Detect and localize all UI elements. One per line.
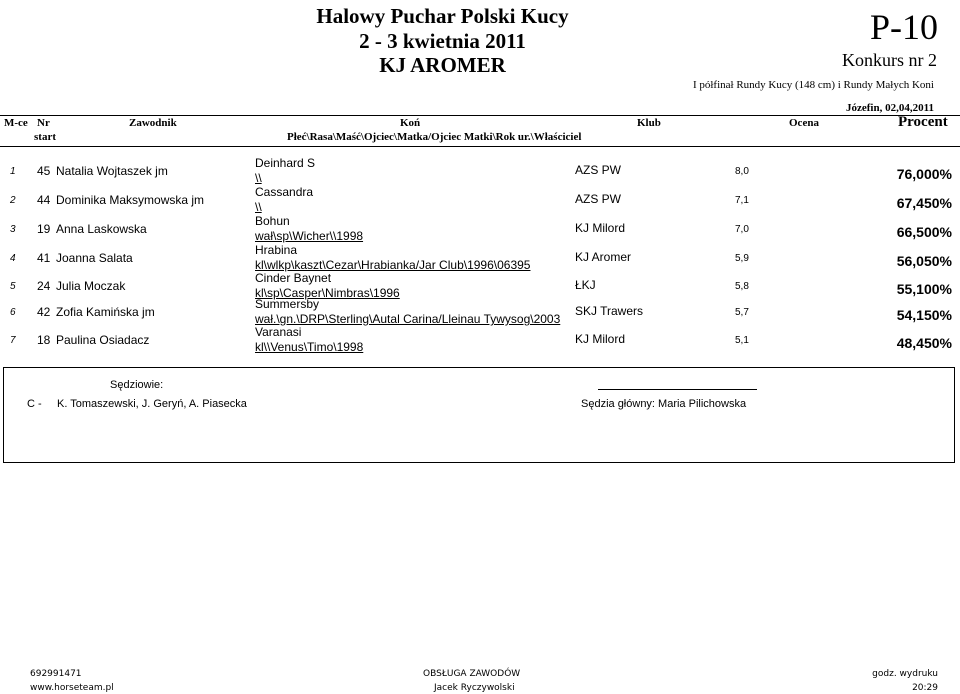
place: 1 <box>10 166 16 177</box>
place: 7 <box>10 335 16 346</box>
footer-phone: 692991471 <box>30 669 82 679</box>
place-date: Józefin, 02,04,2011 <box>846 102 934 114</box>
col-score: Ocena <box>789 117 819 129</box>
start-number: 19 <box>37 222 51 236</box>
col-nr: Nr <box>37 117 50 129</box>
judge-position-c: C - <box>27 398 42 410</box>
horse-details: kl\wlkp\kaszt\Cezar\Hrabianka/Jar Club\1996\06395 <box>255 258 531 272</box>
col-horse-details: Płeć\Rasa\Maść\Ojciec\Matka/Ojciec Matki\Rok ur.\Właściciel <box>287 131 582 143</box>
percent: 48,450% <box>896 335 952 351</box>
place: 4 <box>10 253 16 264</box>
place: 2 <box>10 195 16 206</box>
judges-names: K. Tomaszewski, J. Geryń, A. Piasecka <box>57 398 247 410</box>
table-row <box>0 185 960 214</box>
start-number: 41 <box>37 251 51 265</box>
percent: 67,450% <box>896 195 952 211</box>
percent: 55,100% <box>896 281 952 297</box>
start-number: 44 <box>37 193 51 207</box>
competition-number: Konkurs nr 2 <box>842 50 937 70</box>
rider-name: Joanna Salata <box>56 251 133 265</box>
percent: 66,500% <box>896 224 952 240</box>
horse-details: kl\\Venus\Timo\1998 <box>255 340 364 354</box>
rider-name: Anna Laskowska <box>56 222 147 236</box>
club-name: SKJ Trawers <box>575 304 644 318</box>
event-title: Halowy Puchar Polski Kucy <box>316 4 569 28</box>
footer-service-name: Jacek Ryczywolski <box>434 683 515 693</box>
club-name: KJ Milord <box>575 221 626 235</box>
table-row <box>0 271 960 300</box>
score: 7,0 <box>735 224 749 235</box>
score: 5,7 <box>735 307 749 318</box>
horse-name: Hrabina <box>255 243 298 257</box>
col-club: Klub <box>637 117 661 129</box>
table-row <box>0 243 960 272</box>
club-name: KJ Milord <box>575 332 626 346</box>
table-row <box>0 297 960 326</box>
club-name: AZS PW <box>575 192 622 206</box>
col-rider: Zawodnik <box>129 117 177 129</box>
rider-name: Paulina Osiadacz <box>56 333 150 347</box>
rider-name: Zofia Kamińska jm <box>56 305 155 319</box>
horse-details: wał.\gn.\DRP\Sterling\Autal Carina/Lleinau Tywysog\2003 <box>255 312 561 326</box>
footer-print-time-label: godz. wydruku <box>872 669 938 679</box>
horse-name: Cassandra <box>255 185 314 199</box>
competition-subtitle: I półfinał Rundy Kucy (148 cm) i Rundy Małych Koni <box>692 79 934 91</box>
horse-name: Varanasi <box>255 325 302 339</box>
signature-line <box>598 389 757 390</box>
footer-service-label: OBSŁUGA ZAWODÓW <box>423 669 521 679</box>
rider-name: Julia Moczak <box>56 279 126 293</box>
horse-name: Deinhard S <box>255 156 316 170</box>
start-number: 18 <box>37 333 51 347</box>
horse-name: Cinder Baynet <box>255 271 332 285</box>
percent: 56,050% <box>896 253 952 269</box>
horse-name: Summersby <box>255 297 320 311</box>
rider-name: Natalia Wojtaszek jm <box>56 164 168 178</box>
club-name: KJ Aromer <box>575 250 632 264</box>
score: 5,1 <box>735 335 749 346</box>
place: 5 <box>10 281 16 292</box>
horse-details: kl\sp\Casper\Nimbras\1996 <box>255 286 400 300</box>
start-number: 24 <box>37 279 51 293</box>
horse-name: Bohun <box>255 214 290 228</box>
col-percent: Procent <box>898 114 948 130</box>
score: 5,8 <box>735 281 749 292</box>
start-number: 45 <box>37 164 51 178</box>
club-name: AZS PW <box>575 163 622 177</box>
score: 5,9 <box>735 253 749 264</box>
col-place: M-ce <box>4 117 28 129</box>
col-horse: Koń <box>400 117 421 129</box>
footer-print-time: 20:29 <box>912 683 938 693</box>
rider-name: Dominika Maksymowska jm <box>56 193 205 207</box>
event-dates: 2 - 3 kwietnia 2011 <box>359 29 526 53</box>
col-start: start <box>34 131 56 143</box>
judges-label: Sędziowie: <box>110 379 164 391</box>
percent: 54,150% <box>896 307 952 323</box>
horse-details: \\ <box>255 200 262 214</box>
competition-code: P-10 <box>869 7 938 47</box>
header-top-rule <box>0 115 960 116</box>
club-name: ŁKJ <box>575 278 596 292</box>
horse-details: wał\sp\Wicher\\1998 <box>255 229 364 243</box>
start-number: 42 <box>37 305 51 319</box>
score: 8,0 <box>735 166 749 177</box>
percent: 76,000% <box>896 166 952 182</box>
score: 7,1 <box>735 195 749 206</box>
footer-website: www.horseteam.pl <box>30 683 114 693</box>
horse-details: \\ <box>255 171 262 185</box>
table-row <box>0 156 960 185</box>
chief-judge: Sędzia główny: Maria Pilichowska <box>581 398 747 410</box>
place: 3 <box>10 224 16 235</box>
table-row <box>0 214 960 243</box>
event-organizer: KJ AROMER <box>379 53 506 77</box>
header-bottom-rule <box>0 146 960 147</box>
place: 6 <box>10 307 16 318</box>
table-row <box>0 325 960 354</box>
